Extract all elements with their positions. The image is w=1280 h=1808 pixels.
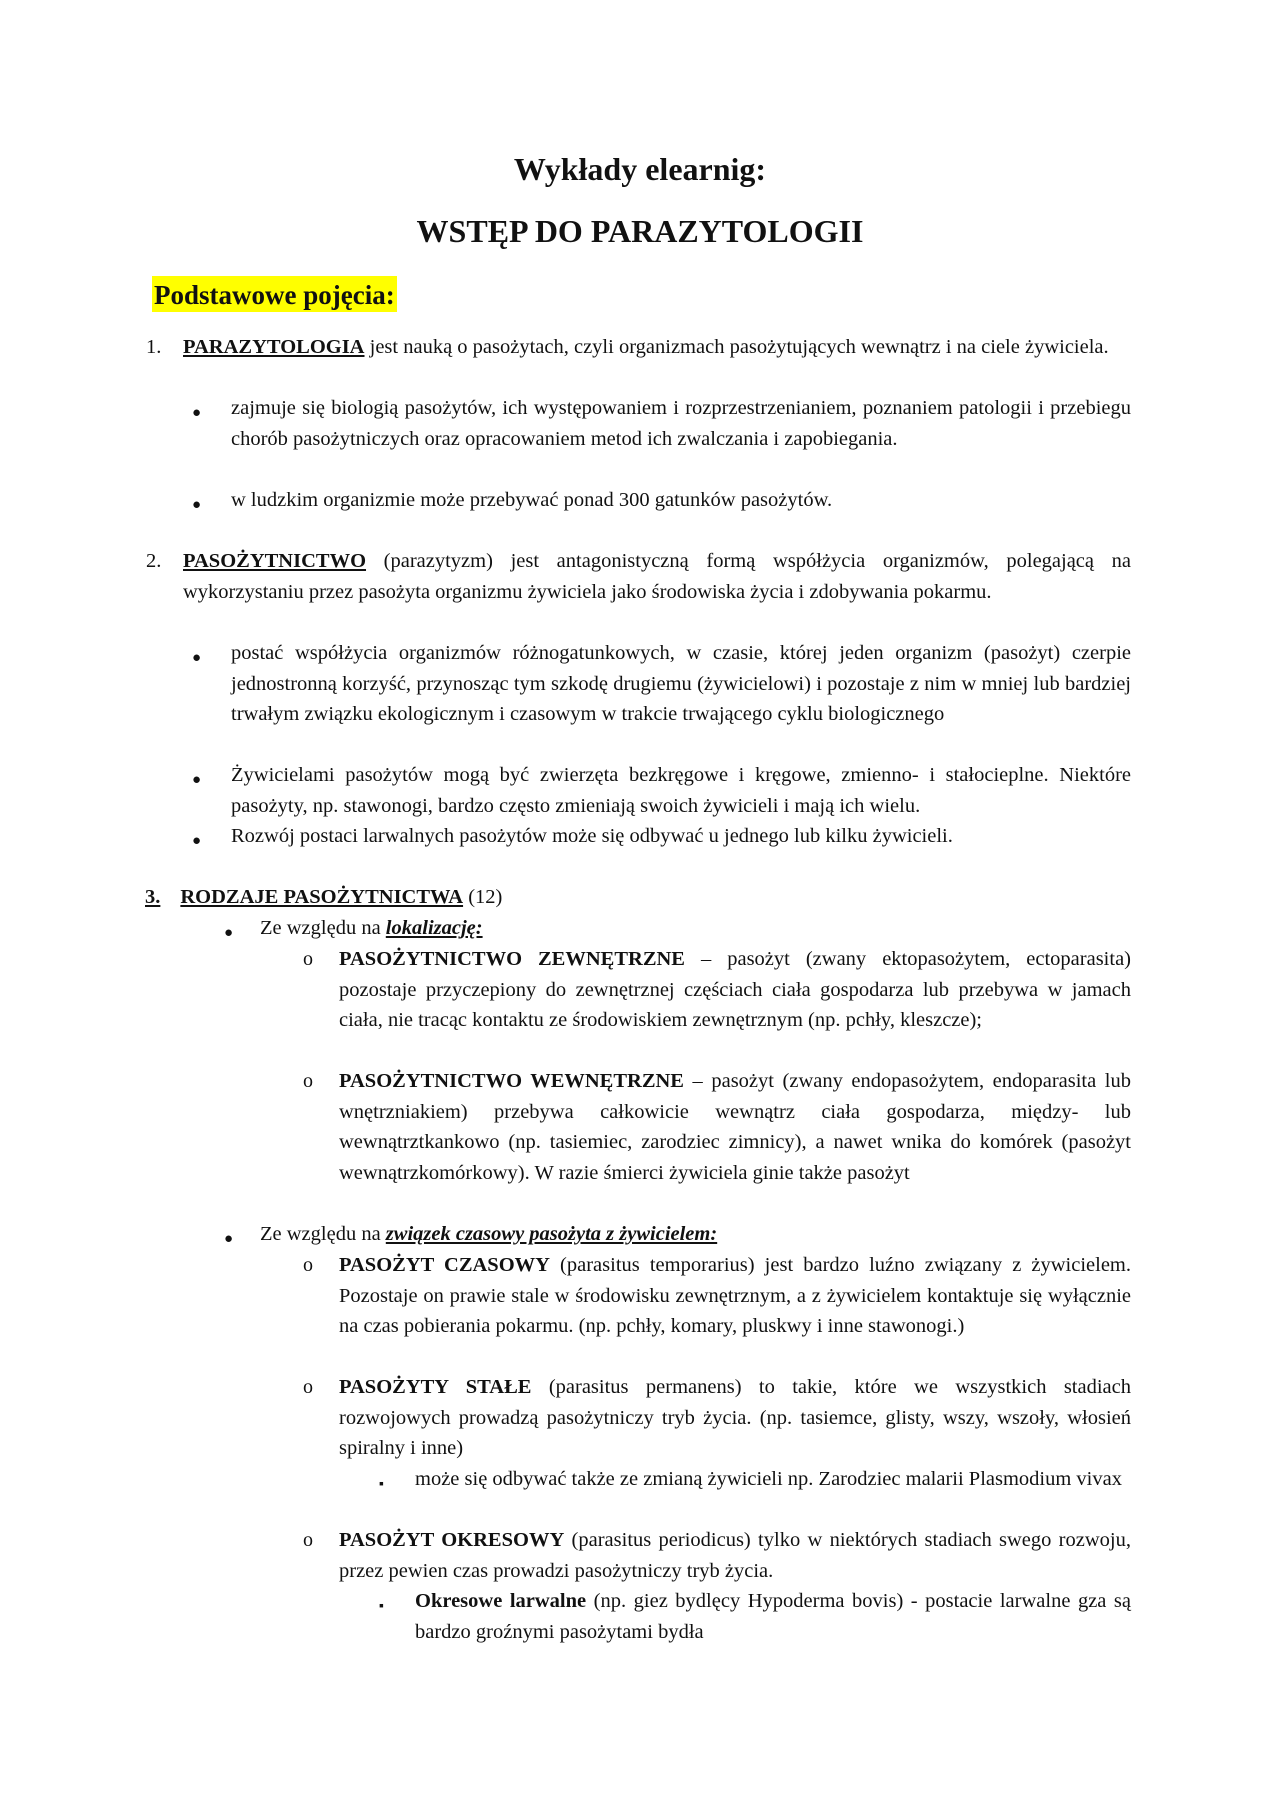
group-2-emph: związek czasowy pasożyta z żywicielem: [385,1223,718,1245]
bullet-icon: ● [192,772,202,788]
list-item: postać współżycia organizmów różnogatunkowych, w czasie, której jeden organizm (pasożyt) czerpie jednostronną korzyść, przynosząc tym szkodę drugiemu (żywicielowi) i pozostaje z nim w mniej lub bardziej trwałym związku ekologicznym i czasowym w trakcie trwającego cyklu biologicznego [231,642,1131,725]
item-3-heading [145,882,1131,913]
bullet-icon: ● [192,650,202,666]
circle-bullet-icon: o [303,1376,313,1398]
list-item: zajmuje się biologią pasożytów, ich występowaniem i rozprzestrzenianiem, poznaniem patologii i przebiegu chorób pasożytniczych oraz opracowaniem metod ich zwalczania i zapobiegania. [231,397,1131,450]
list-item: może się odbywać także ze zmianą żywicieli np. Zarodziec malarii Plasmodium vivax [415,1468,1122,1490]
list-item: PASOŻYT CZASOWY (parasitus temporarius) jest bardzo luźno związany z żywicielem. Pozostaje on prawie stale w środowisku zewnętrznym, a z żywicielem kontaktuje się wyłącznie na czas pobierania pokarmu. (np. pchły, komary, pluskwy i inne stawonogi.) [339,1254,1132,1337]
bullet-icon: ● [224,925,234,941]
term-pasozytnictwo: PASOŻYTNICTWO [183,550,367,572]
item-3-suffix: (12) [463,886,503,908]
square-bullet-icon: ▪ [379,1599,384,1614]
item-number-1: 1. [146,336,162,358]
section-heading: Podstawowe pojęcia: [152,276,397,312]
group-2-intro: Ze względu na związek czasowy pasożyta z żywicielem: [260,1223,718,1245]
list-item: Żywicielami pasożytów mogą być zwierzęta bezkręgowe i kręgowe, zmienno- i stałocieplne. Niektóre pasożyty, np. stawonogi, bardzo często zmieniają swoich żywicieli i mają ich wielu. [231,764,1131,817]
item-2-text: (parazytyzm) jest antagonistyczną formą współżycia organizmów, polegającą na wykorzystaniu przez pasożyta organizmu żywiciela jako środowiska życia i zdobywania pokarmu. [183,550,1131,603]
circle-bullet-icon: o [303,1529,313,1551]
group-1-emph: lokalizację: [385,917,483,939]
bullet-icon: ● [192,833,202,849]
item-1-definition [183,332,1131,363]
document-title: Wykłady elearnig: [513,151,767,187]
item-1-text: jest nauką o pasożytach, czyli organizmach pasożytujących wewnątrz i na ciele żywiciela. [364,336,1109,358]
list-item: PASOŻYTY STAŁE (parasitus permanens) to takie, które we wszystkich stadiach rozwojowych prowadzą pasożytniczy tryb życia. (np. tasiemce, glisty, wszy, wszoły, włosień spiralny i inne) [339,1376,1131,1459]
group-1-intro: Ze względu na lokalizację: [260,917,483,939]
list-item: Rozwój postaci larwalnych pasożytów może się odbywać u jednego lub kilku żywicieli. [231,825,953,847]
item-number-2: 2. [146,550,162,572]
term-parazytologia: PARAZYTOLOGIA [183,336,365,358]
item-2-definition [183,546,1131,607]
list-item: PASOŻYTNICTWO ZEWNĘTRZNE – pasożyt (zwany ektopasożytem, ectoparasita) pozostaje przyczepiony do zewnętrznej częściach ciała gospodarza lub przebywa w jamach ciała, nie tracąc kontaktu ze środowiskiem zewnętrznym (np. pchły, kleszcze); [339,948,1131,1031]
bullet-icon: ● [192,497,202,513]
item-number-3: 3. [145,886,161,908]
document-subtitle: WSTĘP DO PARAZYTOLOGII [416,213,864,249]
list-item: PASOŻYT OKRESOWY (parasitus periodicus) tylko w niektórych stadiach swego rozwoju, przez pewien czas prowadzi pasożytniczy tryb życia. [339,1529,1131,1582]
list-item: Okresowe larwalne (np. giez bydlęcy Hypoderma bovis) - postacie larwalne gza są bardzo groźnymi pasożytami bydła [415,1590,1131,1643]
term-rodzaje-pasozytnictwa: RODZAJE PASOŻYTNICTWA [180,886,464,908]
bullet-icon: ● [224,1231,234,1247]
circle-bullet-icon: o [303,1254,313,1276]
list-item: PASOŻYTNICTWO WEWNĘTRZNE – pasożyt (zwany endopasożytem, endoparasita lub wnętrzniakiem) przebywa całkowicie wewnątrz ciała gospodarza, między- lub wewnątrztkankowo (np. tasiemiec, zarodziec zimnicy), a nawet wnika do komórek (pasożyt wewnątrzkomórkowy). W razie śmierci żywiciela ginie także pasożyt [339,1070,1131,1184]
square-bullet-icon: ▪ [379,1477,384,1492]
bullet-icon: ● [192,405,202,421]
list-item: w ludzkim organizmie może przebywać ponad 300 gatunków pasożytów. [231,489,833,511]
circle-bullet-icon: o [303,1070,313,1092]
circle-bullet-icon: o [303,948,313,970]
